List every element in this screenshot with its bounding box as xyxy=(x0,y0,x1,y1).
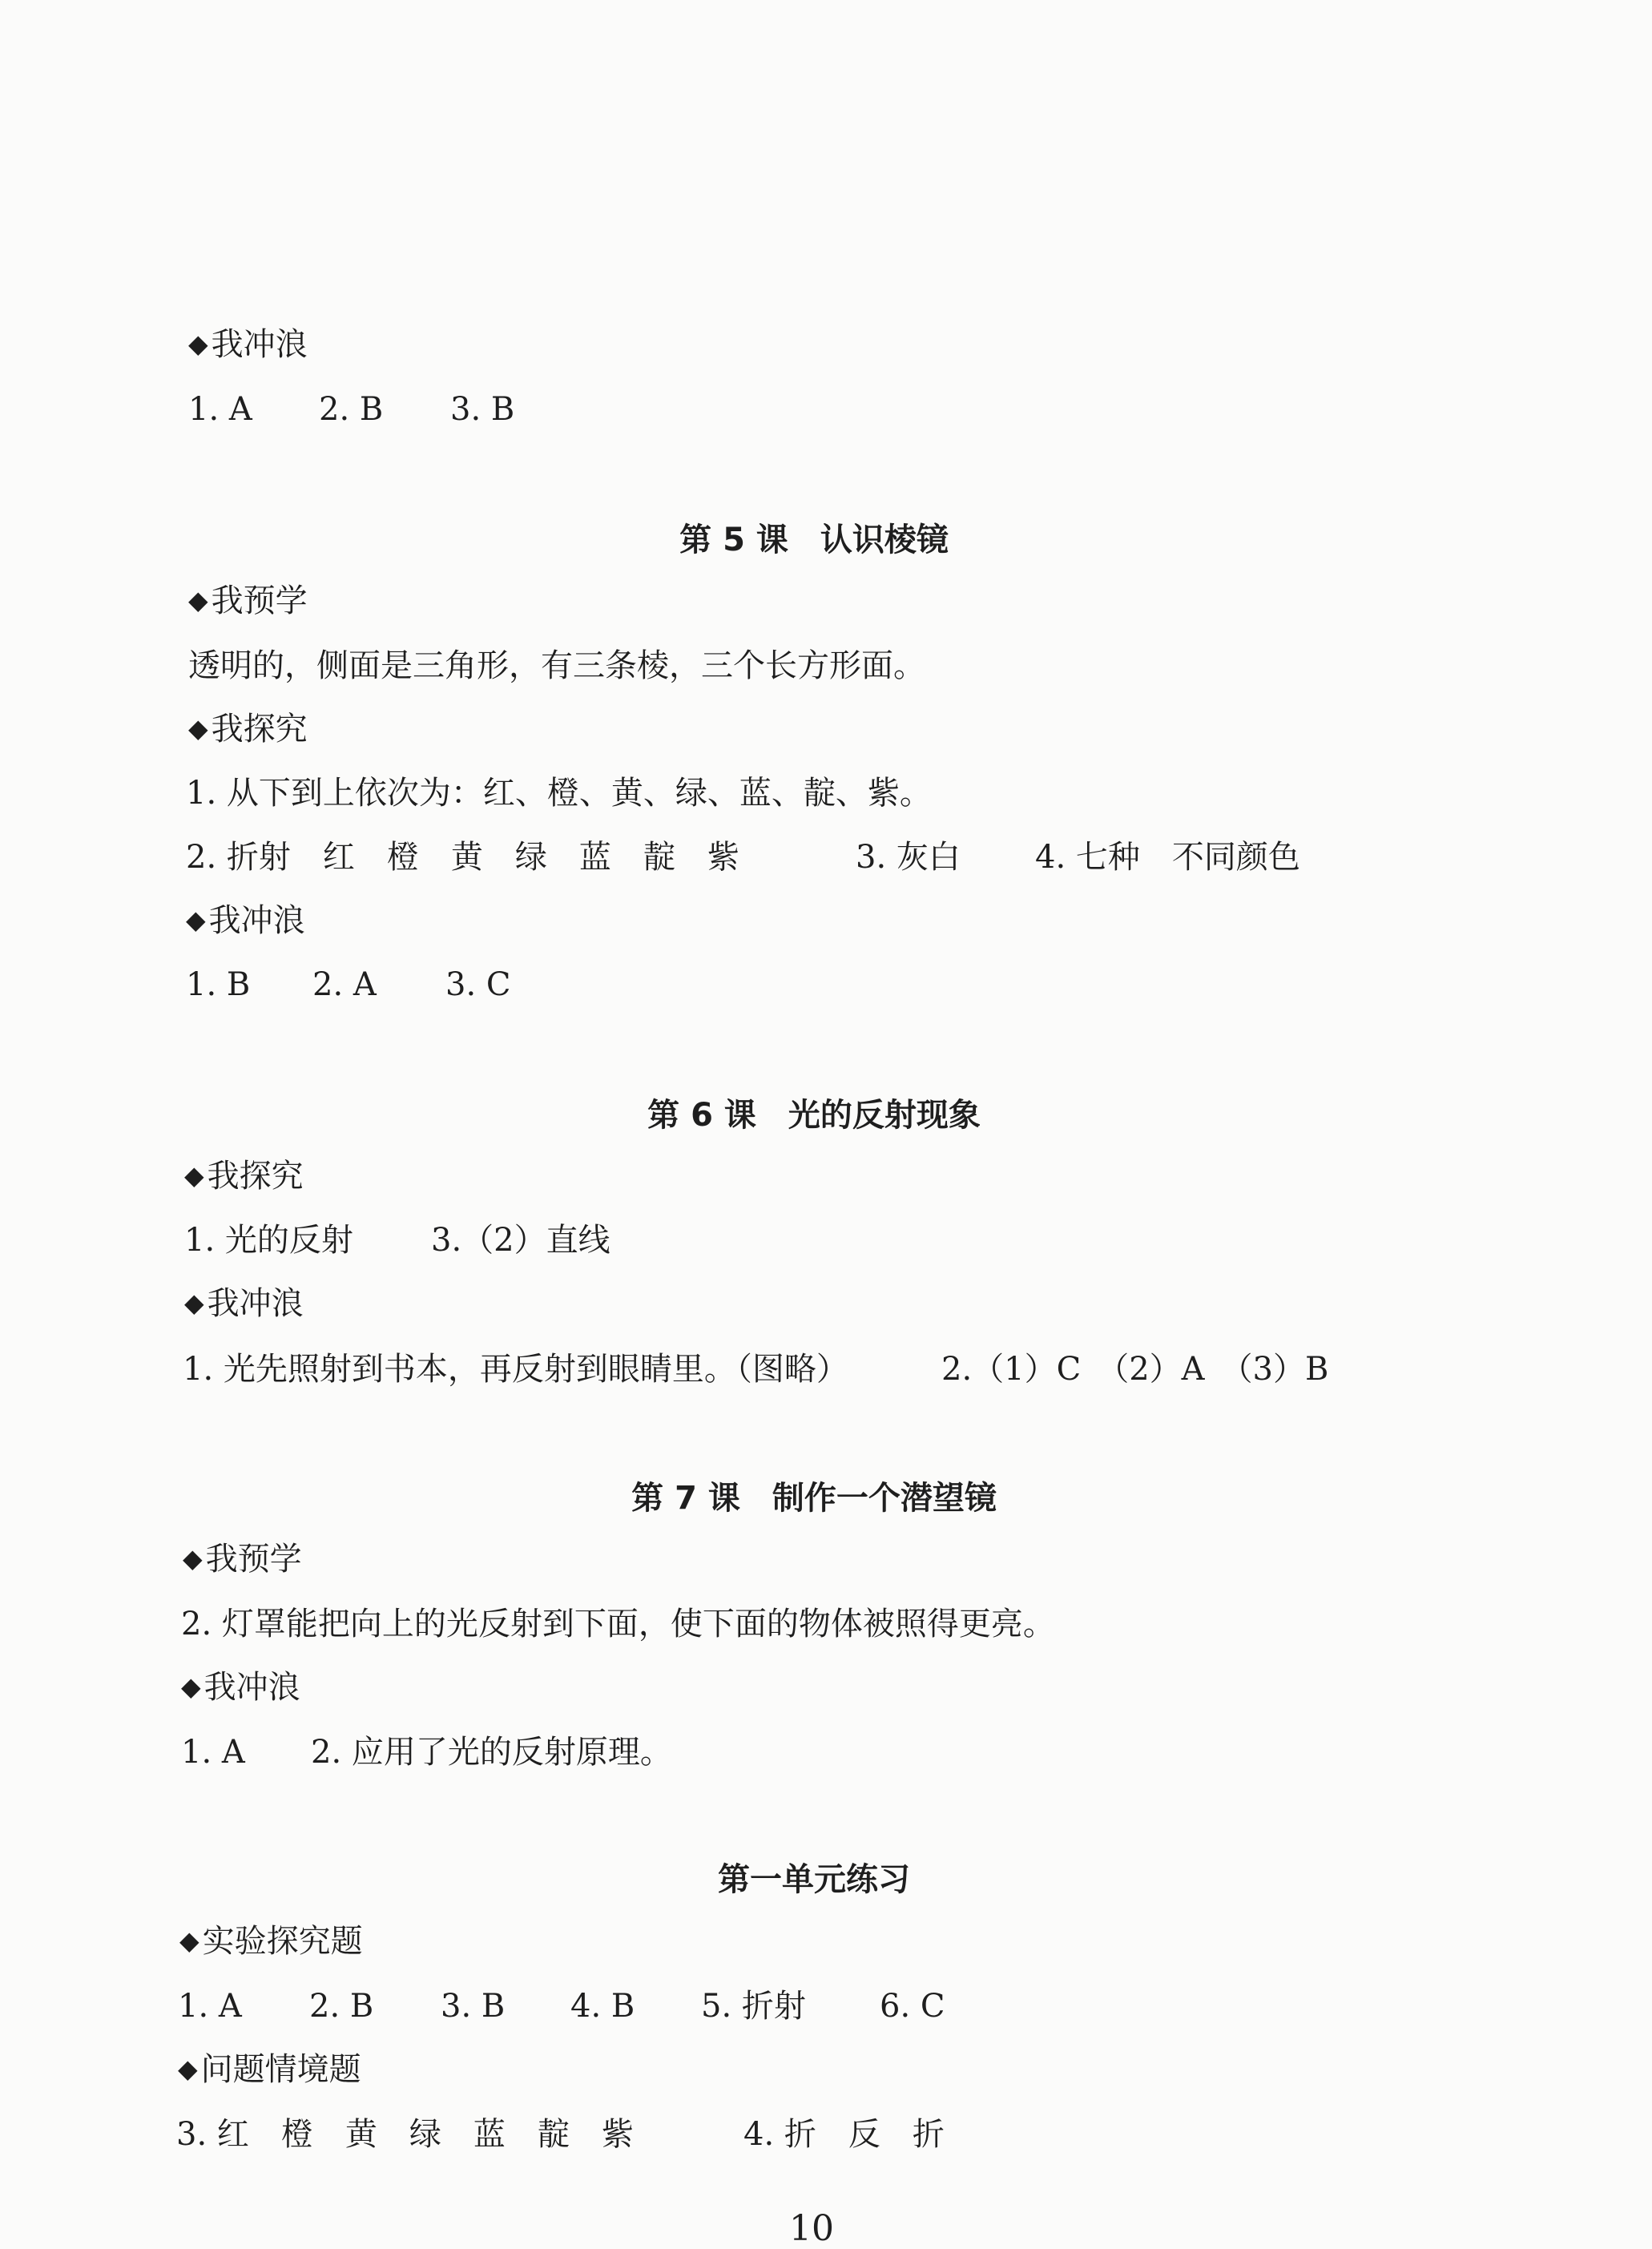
answer-item: 1. B xyxy=(186,966,251,1003)
section-label-surf xyxy=(188,324,308,364)
section-label-explore xyxy=(188,709,308,748)
section-label-text: 我冲浪 xyxy=(207,1285,304,1322)
lesson-title: 第 5 课 认识棱镜 xyxy=(679,522,949,558)
diamond-icon: ◆ xyxy=(181,1671,201,1702)
section-label-explore xyxy=(184,1156,304,1195)
answer-text: 2.（1）C （2）A （3）B xyxy=(941,1351,1329,1388)
answer-item: 1. A xyxy=(188,391,252,428)
lesson-title: 第 6 课 光的反射现象 xyxy=(647,1097,981,1134)
diamond-icon: ◆ xyxy=(178,2054,198,2084)
section-label-text: 我预学 xyxy=(205,1541,302,1578)
unit-title: 第一单元练习 xyxy=(718,1861,910,1898)
answer-text: 透明的，侧面是三角形，有三条棱，三个长方形面。 xyxy=(188,647,925,684)
section-label-preview xyxy=(183,1539,302,1578)
answer-text: 1. 光的反射 xyxy=(184,1222,353,1259)
answer-text: 3. 灰白 xyxy=(856,839,961,876)
section-label-text: 我探究 xyxy=(211,711,308,748)
diamond-icon: ◆ xyxy=(186,905,206,935)
section-label-surf xyxy=(181,1667,300,1707)
answer-item: 4. B xyxy=(570,1988,635,2025)
answer-item: 2. A xyxy=(312,966,377,1003)
answer-item: 3. B xyxy=(450,391,515,428)
answer-item: 5. 折射 xyxy=(701,1988,806,2025)
diamond-icon: ◆ xyxy=(179,1925,199,1956)
answer-text: 4. 折 反 折 xyxy=(743,2116,945,2153)
diamond-icon: ◆ xyxy=(188,328,208,359)
answer-item: 6. C xyxy=(880,1988,945,2025)
answer-text: 1. 光先照射到书本，再反射到眼睛里。（图略） xyxy=(183,1351,848,1388)
diamond-icon: ◆ xyxy=(188,585,208,615)
section-label-experiment xyxy=(179,1921,363,1961)
answer-item: 2. B xyxy=(319,391,384,428)
section-label-text: 我冲浪 xyxy=(203,1669,300,1706)
section-label-problem xyxy=(178,2049,361,2089)
answer-text: 2. 灯罩能把向上的光反射到下面，使下面的物体被照得更亮。 xyxy=(181,1606,1055,1642)
answer-item: 1. A xyxy=(178,1988,242,2025)
answer-text: 2. 折射 红 橙 黄 绿 蓝 靛 紫 xyxy=(186,839,739,876)
answer-text: 3. 红 橙 黄 绿 蓝 靛 紫 xyxy=(176,2116,634,2153)
section-label-text: 我探究 xyxy=(207,1158,304,1195)
answer-item: 3. B xyxy=(441,1988,506,2025)
page-number: 10 xyxy=(789,2208,834,2249)
answer-text: 2. 应用了光的反射原理。 xyxy=(311,1734,672,1771)
diamond-icon: ◆ xyxy=(184,1288,204,1318)
answer-text: 1. A xyxy=(181,1734,245,1771)
answer-item: 3. C xyxy=(445,966,511,1003)
answer-text: 3.（2）直线 xyxy=(431,1222,610,1259)
answer-text: 4. 七种 不同颜色 xyxy=(1035,839,1300,876)
section-label-preview xyxy=(188,581,308,620)
section-label-text: 我冲浪 xyxy=(208,902,305,939)
section-label-text: 问题情境题 xyxy=(200,2051,361,2088)
section-label-text: 我冲浪 xyxy=(211,326,308,363)
diamond-icon: ◆ xyxy=(183,1543,203,1574)
section-label-text: 实验探究题 xyxy=(202,1923,363,1960)
diamond-icon: ◆ xyxy=(188,713,208,744)
section-label-surf xyxy=(184,1284,304,1323)
diamond-icon: ◆ xyxy=(184,1160,204,1191)
answer-item: 2. B xyxy=(309,1988,374,2025)
section-label-surf xyxy=(186,901,305,940)
answer-text: 1. 从下到上依次为：红、橙、黄、绿、蓝、靛、紫。 xyxy=(186,775,932,812)
lesson-title: 第 7 课 制作一个潜望镜 xyxy=(631,1480,997,1517)
section-label-text: 我预学 xyxy=(211,582,308,619)
